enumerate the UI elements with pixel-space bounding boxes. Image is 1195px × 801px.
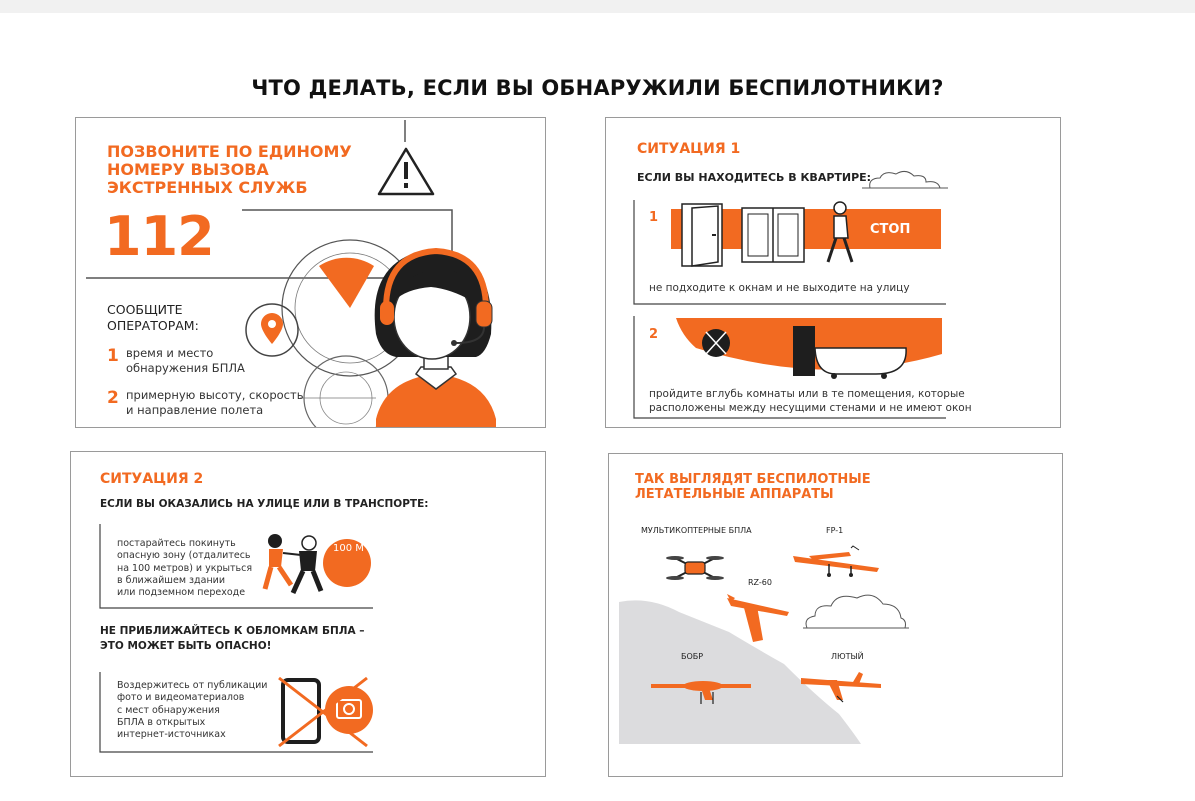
card-call-emergency — [75, 117, 546, 428]
label-bobr: БОБР — [681, 652, 704, 661]
rz60-drone-icon — [723, 592, 793, 644]
warning-triangle-icon — [376, 146, 436, 198]
label-multicopter: МУЛЬТИКОПТЕРНЫЕ БПЛА — [641, 526, 752, 535]
window-icon — [740, 206, 806, 264]
call-heading-line-2: НОМЕРУ ВЫЗОВА — [107, 160, 269, 179]
drones-heading-line-2: ЛЕТАТЕЛЬНЫЕ АППАРАТЫ — [635, 487, 834, 502]
running-people-icon — [261, 529, 371, 599]
publication-line-4: БПЛА в открытых — [117, 717, 206, 729]
emergency-number: 112 — [104, 205, 214, 268]
card-drone-types — [608, 453, 1063, 777]
report-item-2-line-2: и направление полета — [126, 402, 264, 417]
operator-headset-icon — [336, 239, 526, 428]
report-item-1-line-1: время и место — [126, 346, 214, 360]
street-line-5: или подземном переходе — [117, 587, 246, 599]
street-line-2: опасную зону (отдалитесь — [117, 550, 251, 562]
fp1-drone-icon — [789, 542, 881, 578]
street-line-1: постарайтесь покинуть — [117, 538, 236, 549]
warning-line-1: НЕ ПРИБЛИЖАЙТЕСЬ К ОБЛОМКАМ БПЛА – — [100, 625, 365, 637]
situation-1-frame — [606, 118, 1061, 428]
report-item-1-number: 1 — [107, 346, 119, 366]
step-2-number: 2 — [649, 327, 659, 342]
step-2-line-1: пройдите вглубь комнаты или в те помещения, которые — [649, 388, 965, 400]
publication-line-2: фото и видеоматериалов — [117, 692, 245, 704]
call-heading-line-1: ПОЗВОНИТЕ ПО ЕДИНОМУ — [107, 142, 352, 161]
distance-badge: 100 М — [333, 543, 364, 554]
situation-1-heading: СИТУАЦИЯ 1 — [637, 141, 741, 157]
no-photo-icon — [277, 676, 377, 748]
top-bar — [0, 0, 1195, 13]
door-icon — [680, 202, 726, 268]
report-item-2-number: 2 — [107, 388, 119, 408]
publication-line-5: интернет-источниках — [117, 729, 226, 741]
situation-2-heading: СИТУАЦИЯ 2 — [100, 471, 204, 487]
lyuty-drone-icon — [797, 666, 887, 708]
report-heading-line-2: ОПЕРАТОРАМ: — [107, 318, 199, 334]
bobr-drone-icon — [647, 666, 757, 706]
drones-heading-line-1: ТАК ВЫГЛЯДЯТ БЕСПИЛОТНЫЕ — [635, 472, 871, 487]
location-pin-icon — [244, 302, 300, 358]
call-heading-line-3: ЭКСТРЕННЫХ СЛУЖБ — [107, 178, 308, 197]
stop-badge: СТОП — [870, 222, 911, 237]
label-rz60: RZ-60 — [748, 578, 772, 587]
street-line-3: на 100 метров) и укрыться — [117, 562, 253, 574]
cloud-icon — [801, 590, 911, 630]
bathtub-icon — [676, 318, 942, 380]
warning-line-2: ЭТО МОЖЕТ БЫТЬ ОПАСНО! — [100, 640, 272, 653]
report-item-2-line-1: примерную высоту, скорость — [126, 388, 304, 402]
step-2-line-2: расположены между несущими стенами и не имеют окон — [649, 401, 972, 414]
walking-person-icon — [820, 200, 856, 266]
situation-2-subtitle: ЕСЛИ ВЫ ОКАЗАЛИСЬ НА УЛИЦЕ ИЛИ В ТРАНСПОРТЕ: — [100, 498, 429, 510]
report-item-1-line-2: обнаружения БПЛА — [126, 360, 245, 375]
step-1-text: не подходите к окнам и не выходите на улицу — [649, 282, 910, 294]
card-situation-1 — [605, 117, 1061, 428]
report-heading-line-1: СООБЩИТЕ — [107, 302, 183, 317]
situation-1-subtitle: ЕСЛИ ВЫ НАХОДИТЕСЬ В КВАРТИРЕ: — [637, 171, 872, 184]
card-situation-2 — [70, 451, 546, 777]
label-lyuty: ЛЮТЫЙ — [831, 652, 864, 661]
page-title: ЧТО ДЕЛАТЬ, ЕСЛИ ВЫ ОБНАРУЖИЛИ БЕСПИЛОТНИКИ? — [251, 76, 944, 100]
step-1-number: 1 — [649, 210, 659, 225]
street-line-4: в ближайшем здании — [117, 575, 226, 587]
multicopter-drone-icon — [665, 550, 725, 586]
publication-line-1: Воздержитесь от публикации — [117, 680, 268, 691]
publication-line-3: с мест обнаружения — [117, 704, 220, 716]
label-fp1: FP-1 — [826, 526, 844, 535]
